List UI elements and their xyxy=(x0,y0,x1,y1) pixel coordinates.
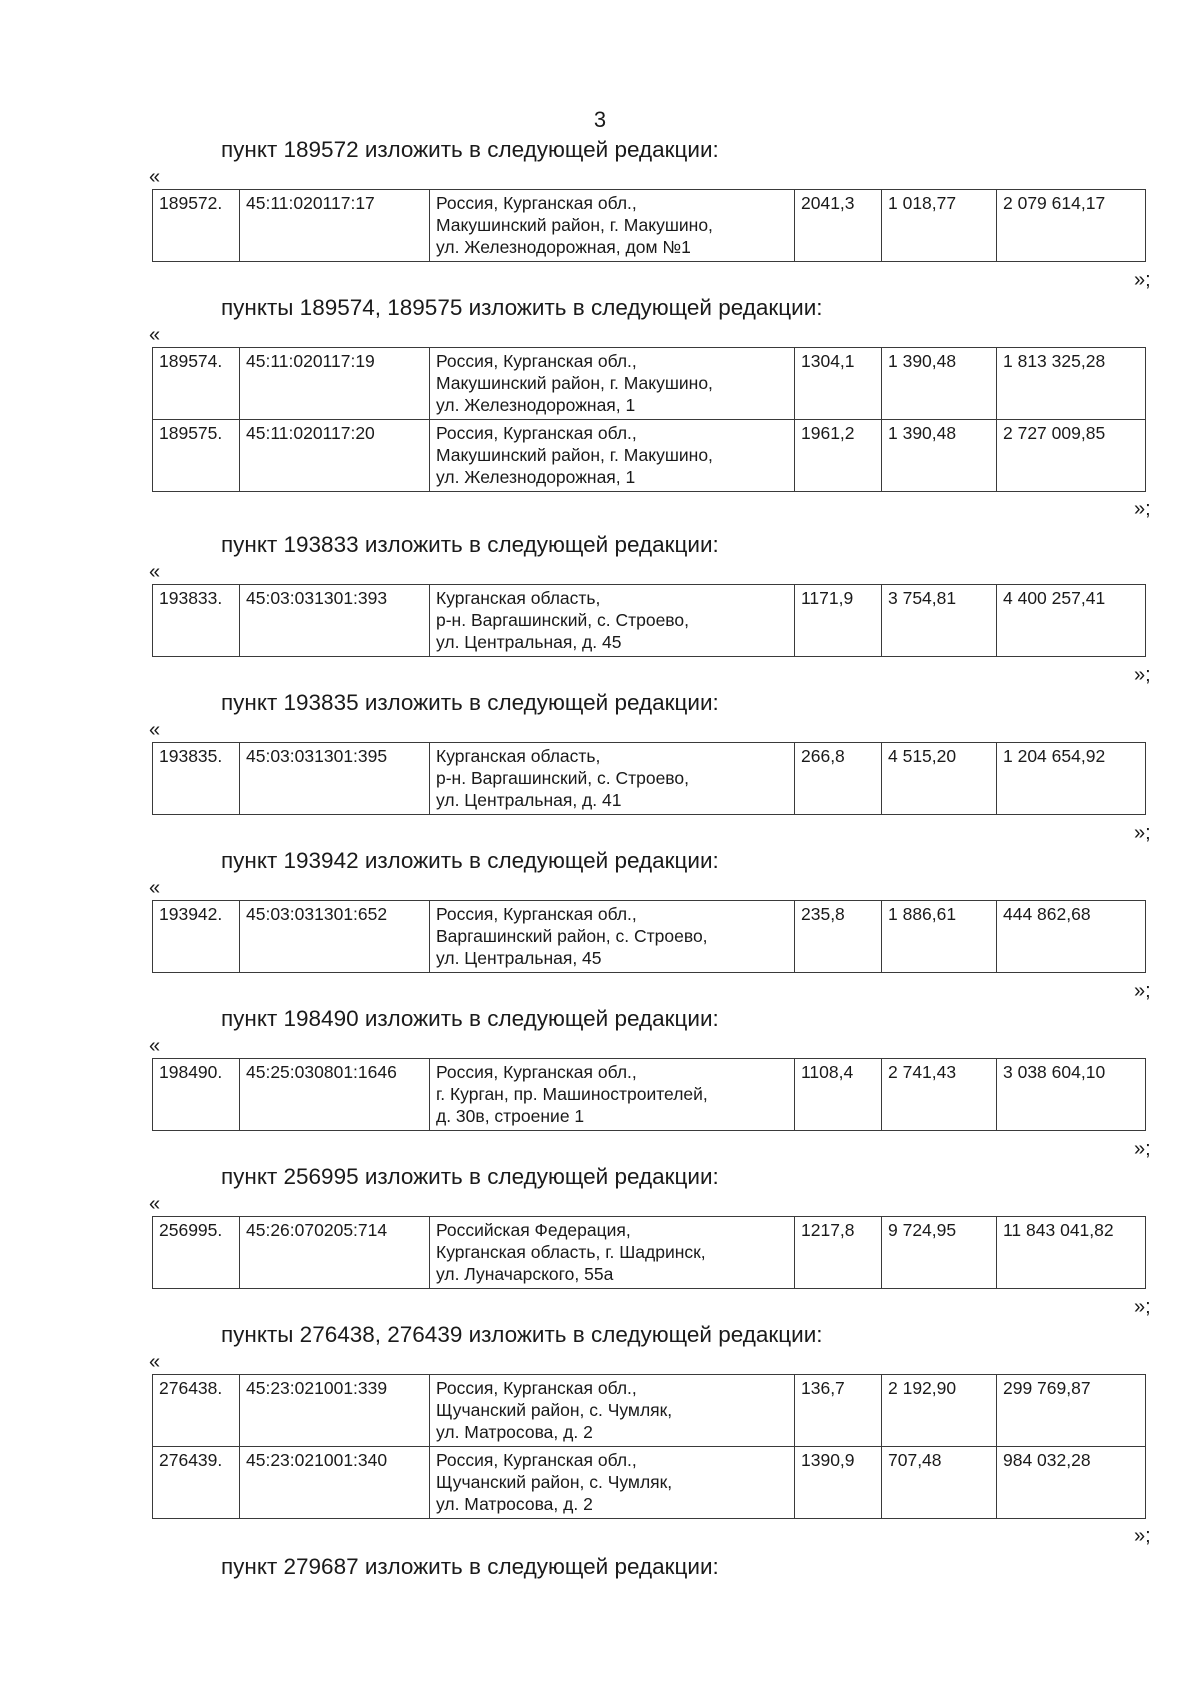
address-line: г. Курган, пр. Машиностроителей, xyxy=(436,1084,708,1104)
address-cell xyxy=(430,1447,795,1519)
open-quote: « xyxy=(149,1351,161,1373)
address-cell xyxy=(430,1217,795,1289)
open-quote: « xyxy=(149,719,161,741)
area-cell: 1171,9 xyxy=(795,585,882,657)
address-cell xyxy=(430,585,795,657)
address-cell xyxy=(430,743,795,815)
address-line: ул. Железнодорожная, 1 xyxy=(436,467,636,487)
rate-cell: 4 515,20 xyxy=(882,743,997,815)
area-cell: 136,7 xyxy=(795,1375,882,1447)
amendment-instruction: пункт 193942 изложить в следующей редакции: xyxy=(221,848,719,873)
close-quote: »; xyxy=(1134,1525,1151,1547)
open-quote: « xyxy=(149,166,161,188)
close-quote: »; xyxy=(1134,1138,1151,1160)
table-row xyxy=(153,420,1146,492)
address-line: ул. Железнодорожная, дом №1 xyxy=(436,237,691,257)
amendment-instruction: пункт 189572 изложить в следующей редакции: xyxy=(221,137,719,162)
row-number-cell: 256995. xyxy=(153,1217,240,1289)
address-line: ул. Луначарского, 55а xyxy=(436,1264,614,1284)
address-line: ул. Центральная, 45 xyxy=(436,948,602,968)
cadastral-value-cell: 444 862,68 xyxy=(997,901,1146,973)
table-row xyxy=(153,585,1146,657)
rate-cell: 9 724,95 xyxy=(882,1217,997,1289)
amendment-instruction: пункт 193835 изложить в следующей редакции: xyxy=(221,690,719,715)
rate-cell: 1 018,77 xyxy=(882,190,997,262)
address-line: ул. Матросова, д. 2 xyxy=(436,1422,593,1442)
address-line: р-н. Варгашинский, с. Строево, xyxy=(436,610,689,630)
cadastral-number-cell: 45:03:031301:395 xyxy=(240,743,430,815)
address-line: ул. Центральная, д. 45 xyxy=(436,632,622,652)
table-row xyxy=(153,1447,1146,1519)
close-quote: »; xyxy=(1134,664,1151,686)
address-line: Макушинский район, г. Макушино, xyxy=(436,445,713,465)
property-table xyxy=(152,584,1146,657)
row-number-cell: 189572. xyxy=(153,190,240,262)
close-quote: »; xyxy=(1134,498,1151,520)
address-line: Россия, Курганская обл., xyxy=(436,1450,637,1470)
address-line: ул. Центральная, д. 41 xyxy=(436,790,622,810)
address-line: ул. Железнодорожная, 1 xyxy=(436,395,636,415)
address-line: Россия, Курганская обл., xyxy=(436,193,637,213)
area-cell: 235,8 xyxy=(795,901,882,973)
address-cell xyxy=(430,190,795,262)
cadastral-number-cell: 45:11:020117:17 xyxy=(240,190,430,262)
row-number-cell: 193833. xyxy=(153,585,240,657)
address-line: Курганская область, xyxy=(436,746,601,766)
row-number-cell: 276439. xyxy=(153,1447,240,1519)
address-cell xyxy=(430,1375,795,1447)
area-cell: 1217,8 xyxy=(795,1217,882,1289)
address-line: Россия, Курганская обл., xyxy=(436,904,637,924)
address-line: Щучанский район, с. Чумляк, xyxy=(436,1400,673,1420)
cadastral-value-cell: 299 769,87 xyxy=(997,1375,1146,1447)
area-cell: 1108,4 xyxy=(795,1059,882,1131)
amendment-instruction: пункт 256995 изложить в следующей редакции: xyxy=(221,1164,719,1189)
cadastral-value-cell: 984 032,28 xyxy=(997,1447,1146,1519)
cadastral-number-cell: 45:25:030801:1646 xyxy=(240,1059,430,1131)
rate-cell: 3 754,81 xyxy=(882,585,997,657)
cadastral-value-cell: 2 727 009,85 xyxy=(997,420,1146,492)
property-table xyxy=(152,1058,1146,1131)
table-row xyxy=(153,901,1146,973)
address-line: Россия, Курганская обл., xyxy=(436,1062,637,1082)
address-line: Российская Федерация, xyxy=(436,1220,631,1240)
open-quote: « xyxy=(149,877,161,899)
address-line: Россия, Курганская обл., xyxy=(436,351,637,371)
cadastral-value-cell: 3 038 604,10 xyxy=(997,1059,1146,1131)
area-cell: 1304,1 xyxy=(795,348,882,420)
cadastral-value-cell: 11 843 041,82 xyxy=(997,1217,1146,1289)
area-cell: 2041,3 xyxy=(795,190,882,262)
property-table xyxy=(152,1374,1146,1519)
cadastral-value-cell: 1 204 654,92 xyxy=(997,743,1146,815)
row-number-cell: 189574. xyxy=(153,348,240,420)
open-quote: « xyxy=(149,324,161,346)
cadastral-value-cell: 4 400 257,41 xyxy=(997,585,1146,657)
row-number-cell: 193942. xyxy=(153,901,240,973)
table-row xyxy=(153,190,1146,262)
cadastral-number-cell: 45:03:031301:393 xyxy=(240,585,430,657)
amendment-instruction: пункт 193833 изложить в следующей редакции: xyxy=(221,532,719,557)
open-quote: « xyxy=(149,1193,161,1215)
cadastral-number-cell: 45:23:021001:339 xyxy=(240,1375,430,1447)
address-line: Курганская область, xyxy=(436,588,601,608)
close-quote: »; xyxy=(1134,269,1151,291)
address-line: Щучанский район, с. Чумляк, xyxy=(436,1472,673,1492)
address-line: Макушинский район, г. Макушино, xyxy=(436,373,713,393)
address-cell xyxy=(430,420,795,492)
cadastral-value-cell: 1 813 325,28 xyxy=(997,348,1146,420)
rate-cell: 707,48 xyxy=(882,1447,997,1519)
rate-cell: 2 192,90 xyxy=(882,1375,997,1447)
cadastral-value-cell: 2 079 614,17 xyxy=(997,190,1146,262)
table-row xyxy=(153,1059,1146,1131)
property-table xyxy=(152,189,1146,262)
property-table xyxy=(152,900,1146,973)
final-instruction: пункт 279687 изложить в следующей редакции: xyxy=(221,1554,719,1579)
property-table xyxy=(152,742,1146,815)
rate-cell: 1 886,61 xyxy=(882,901,997,973)
address-line: д. 30в, строение 1 xyxy=(436,1106,585,1126)
cadastral-number-cell: 45:11:020117:20 xyxy=(240,420,430,492)
page-number: 3 xyxy=(593,107,607,132)
cadastral-number-cell: 45:03:031301:652 xyxy=(240,901,430,973)
table-row xyxy=(153,1217,1146,1289)
area-cell: 1390,9 xyxy=(795,1447,882,1519)
open-quote: « xyxy=(149,561,161,583)
address-line: Макушинский район, г. Макушино, xyxy=(436,215,713,235)
close-quote: »; xyxy=(1134,1296,1151,1318)
address-line: Курганская область, г. Шадринск, xyxy=(436,1242,706,1262)
row-number-cell: 193835. xyxy=(153,743,240,815)
address-cell xyxy=(430,348,795,420)
area-cell: 1961,2 xyxy=(795,420,882,492)
address-cell xyxy=(430,901,795,973)
close-quote: »; xyxy=(1134,980,1151,1002)
amendment-instruction: пункты 276438, 276439 изложить в следующей редакции: xyxy=(221,1322,823,1347)
amendment-instruction: пункты 189574, 189575 изложить в следующей редакции: xyxy=(221,295,823,320)
close-quote: »; xyxy=(1134,822,1151,844)
address-line: Россия, Курганская обл., xyxy=(436,423,637,443)
address-line: ул. Матросова, д. 2 xyxy=(436,1494,593,1514)
amendment-instruction: пункт 198490 изложить в следующей редакции: xyxy=(221,1006,719,1031)
address-line: Варгашинский район, с. Строево, xyxy=(436,926,708,946)
cadastral-number-cell: 45:26:070205:714 xyxy=(240,1217,430,1289)
table-row xyxy=(153,743,1146,815)
row-number-cell: 276438. xyxy=(153,1375,240,1447)
address-line: Россия, Курганская обл., xyxy=(436,1378,637,1398)
rate-cell: 1 390,48 xyxy=(882,348,997,420)
rate-cell: 2 741,43 xyxy=(882,1059,997,1131)
property-table xyxy=(152,347,1146,492)
row-number-cell: 189575. xyxy=(153,420,240,492)
table-row xyxy=(153,348,1146,420)
area-cell: 266,8 xyxy=(795,743,882,815)
open-quote: « xyxy=(149,1035,161,1057)
cadastral-number-cell: 45:23:021001:340 xyxy=(240,1447,430,1519)
address-cell xyxy=(430,1059,795,1131)
rate-cell: 1 390,48 xyxy=(882,420,997,492)
cadastral-number-cell: 45:11:020117:19 xyxy=(240,348,430,420)
row-number-cell: 198490. xyxy=(153,1059,240,1131)
property-table xyxy=(152,1216,1146,1289)
table-row xyxy=(153,1375,1146,1447)
address-line: р-н. Варгашинский, с. Строево, xyxy=(436,768,689,788)
